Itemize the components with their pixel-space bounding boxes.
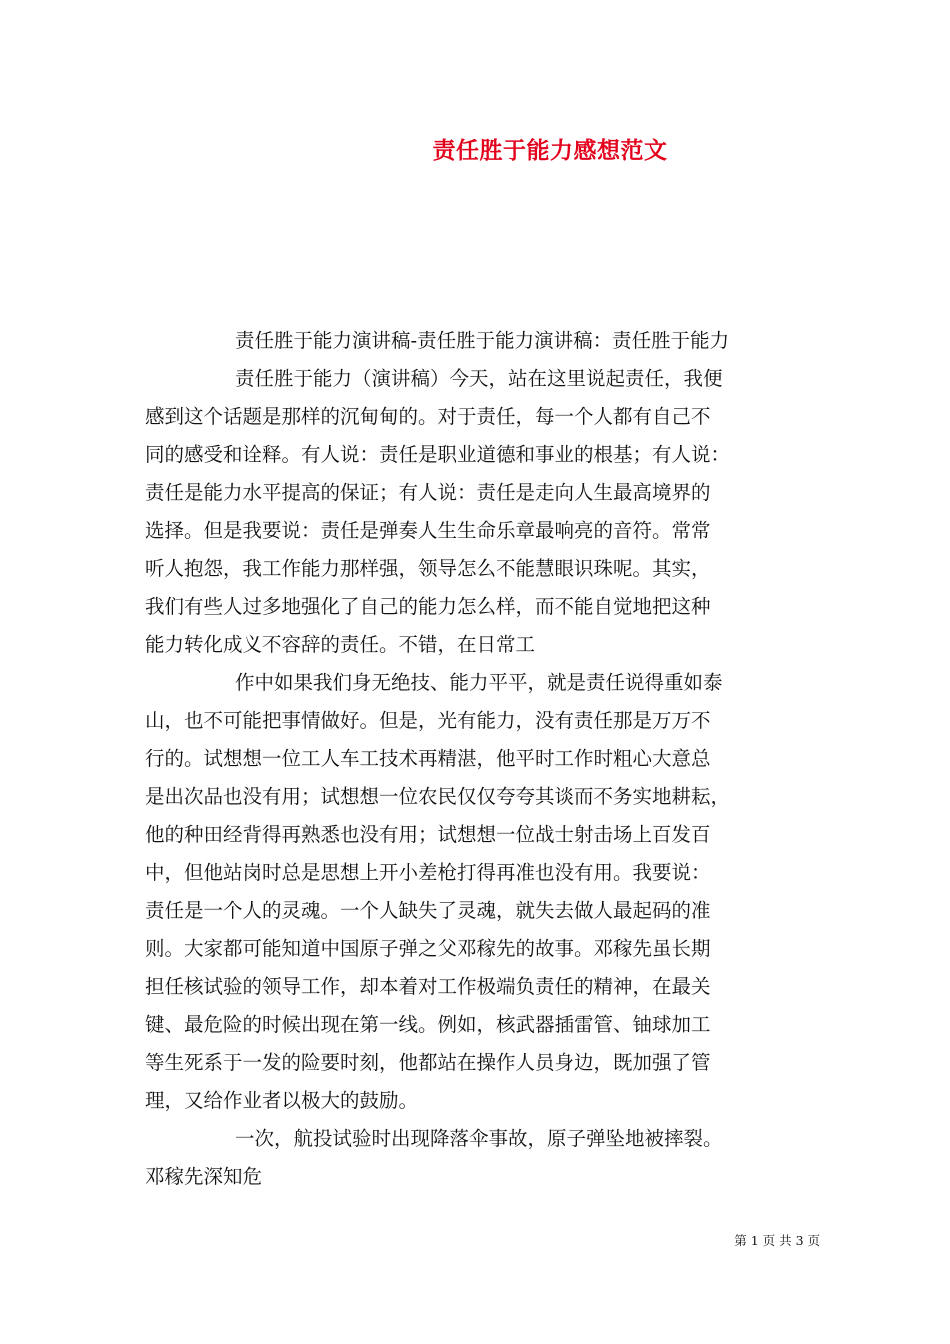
body-line: 作中如果我们身无绝技、能力平平，就是责任说得重如泰 [235, 671, 723, 694]
body-line: 等生死系于一发的险要时刻，他都站在操作人员身边，既加强了管 [145, 1051, 711, 1074]
body-line: 键、最危险的时候出现在第一线。例如，核武器插雷管、铀球加工 [145, 1013, 711, 1036]
body-line: 理，又给作业者以极大的鼓励。 [145, 1089, 419, 1112]
body-line: 责任胜于能力（演讲稿）今天，站在这里说起责任，我便 [235, 367, 723, 390]
document-title: 责任胜于能力感想范文 [432, 137, 668, 164]
body-line: 一次，航投试验时出现降落伞事故，原子弹坠地被摔裂。 [235, 1127, 723, 1150]
body-line: 邓稼先深知危 [145, 1165, 263, 1188]
body-line: 行的。试想想一位工人车工技术再精湛，他平时工作时粗心大意总 [145, 747, 711, 770]
body-line: 是出次品也没有用；试想想一位农民仅仅夸夸其谈而不务实地耕耘， [145, 785, 731, 808]
body-line: 山，也不可能把事情做好。但是，光有能力，没有责任那是万万不 [145, 709, 711, 732]
body-line: 我们有些人过多地强化了自己的能力怎么样，而不能自觉地把这种 [145, 595, 711, 618]
body-line: 则。大家都可能知道中国原子弹之父邓稼先的故事。邓稼先虽长期 [145, 937, 711, 960]
body-line: 中，但他站岗时总是思想上开小差枪打得再准也没有用。我要说： [145, 861, 711, 884]
body-line: 他的种田经背得再熟悉也没有用；试想想一位战士射击场上百发百 [145, 823, 711, 846]
body-line: 感到这个话题是那样的沉甸甸的。对于责任，每一个人都有自己不 [145, 405, 711, 428]
body-line: 责任是能力水平提高的保证；有人说：责任是走向人生最高境界的 [145, 481, 711, 504]
body-line: 能力转化成义不容辞的责任。不错，在日常工 [145, 633, 536, 656]
body-line: 听人抱怨，我工作能力那样强，领导怎么不能慧眼识珠呢。其实， [145, 557, 711, 580]
body-line: 责任是一个人的灵魂。一个人缺失了灵魂，就失去做人最起码的准 [145, 899, 711, 922]
document-body [145, 322, 825, 1196]
page-number-footer: 第 1 页 共 3 页 [734, 1233, 820, 1248]
body-line: 同的感受和诠释。有人说：责任是职业道德和事业的根基；有人说： [145, 443, 731, 466]
body-line: 选择。但是我要说：责任是弹奏人生生命乐章最响亮的音符。常常 [145, 519, 711, 542]
body-line: 责任胜于能力演讲稿-责任胜于能力演讲稿：责任胜于能力 [235, 329, 730, 352]
body-line: 担任核试验的领导工作，却本着对工作极端负责任的精神，在最关 [145, 975, 711, 998]
